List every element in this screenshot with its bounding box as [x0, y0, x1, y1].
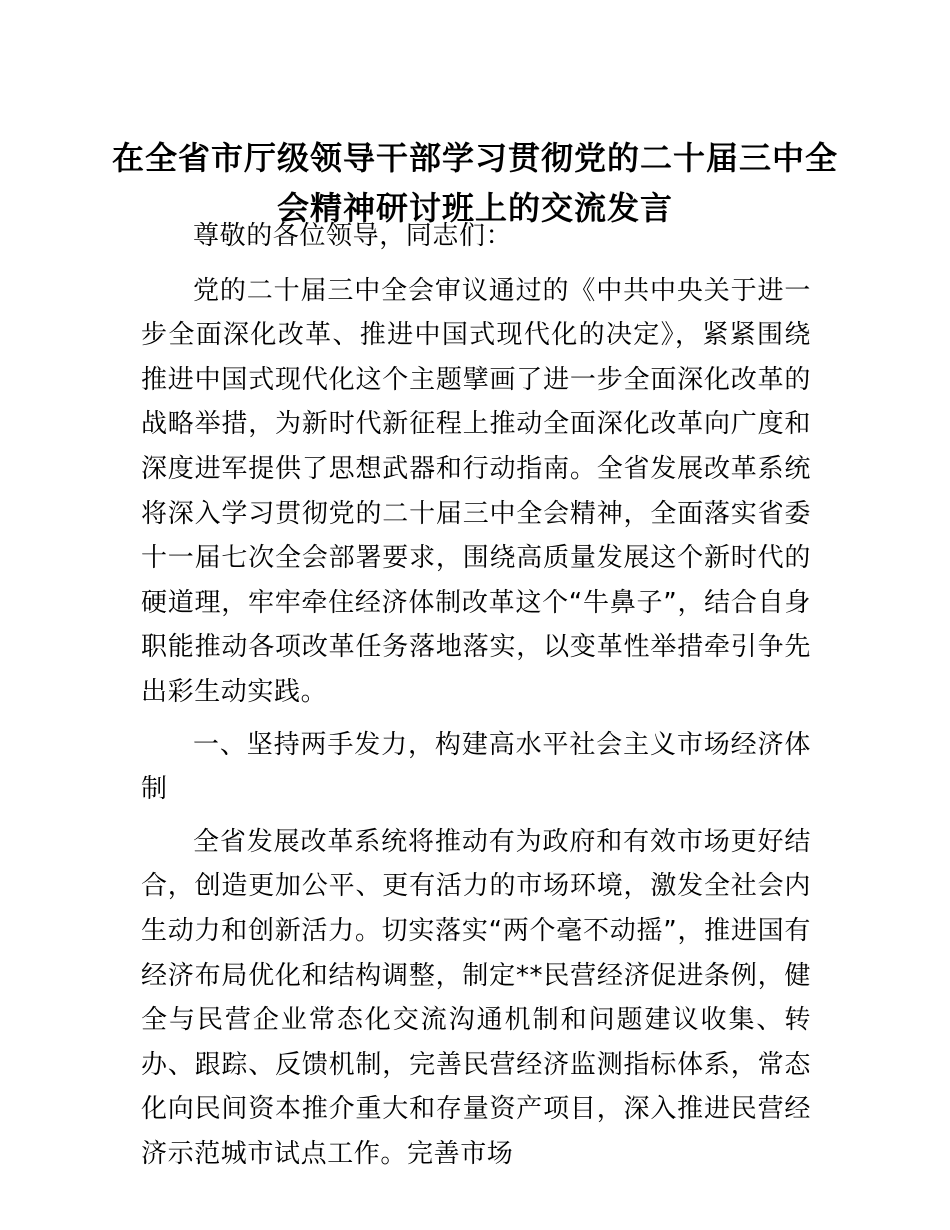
document-body — [141, 214, 811, 1184]
document-title: 在全省市厅级领导干部学习贯彻党的二十届三中全会精神研讨班上的交流发言 — [111, 139, 838, 228]
intro-paragraph: 党的二十届三中全会审议通过的《中共中央关于进一步全面深化改革、推进中国式现代化的决定》，紧紧围绕推进中国式现代化这个主题擘画了进一步全面深化改革的战略举措，为新时代新征程上推动全面深化改革向广度和深度进军提供了思想武器和行动指南。全省发展改革系统将深入学习贯彻党的二十届三中全会精神，全面落实省委十一届七次全会部署要求，围绕高质量发展这个新时代的硬道理，牢牢牵住经济体制改革这个“牛鼻子”，结合自身职能推动各项改革任务落地落实，以变革性举措牵引争先出彩生动实践。 — [141, 275, 811, 707]
section-heading: 一、坚持两手发力，构建高水平社会主义市场经济体制 — [141, 729, 811, 805]
salutation: 尊敬的各位领导，同志们： — [193, 221, 513, 251]
section-paragraph: 全省发展改革系统将推动有为政府和有效市场更好结合，创造更加公平、更有活力的市场环境，激发全社会内生动力和创新活力。切实落实“两个毫不动摇”，推进国有经济布局优化和结构调整，制定**民营经济促进条例，健全与民营企业常态化交流沟通机制和问题建议收集、转办、跟踪、反馈机制，完善民营经济监测指标体系，常态化向民间资本推介重大和存量资产项目，深入推进民营经济示范城市试点工作。完善市场 — [141, 826, 811, 1169]
